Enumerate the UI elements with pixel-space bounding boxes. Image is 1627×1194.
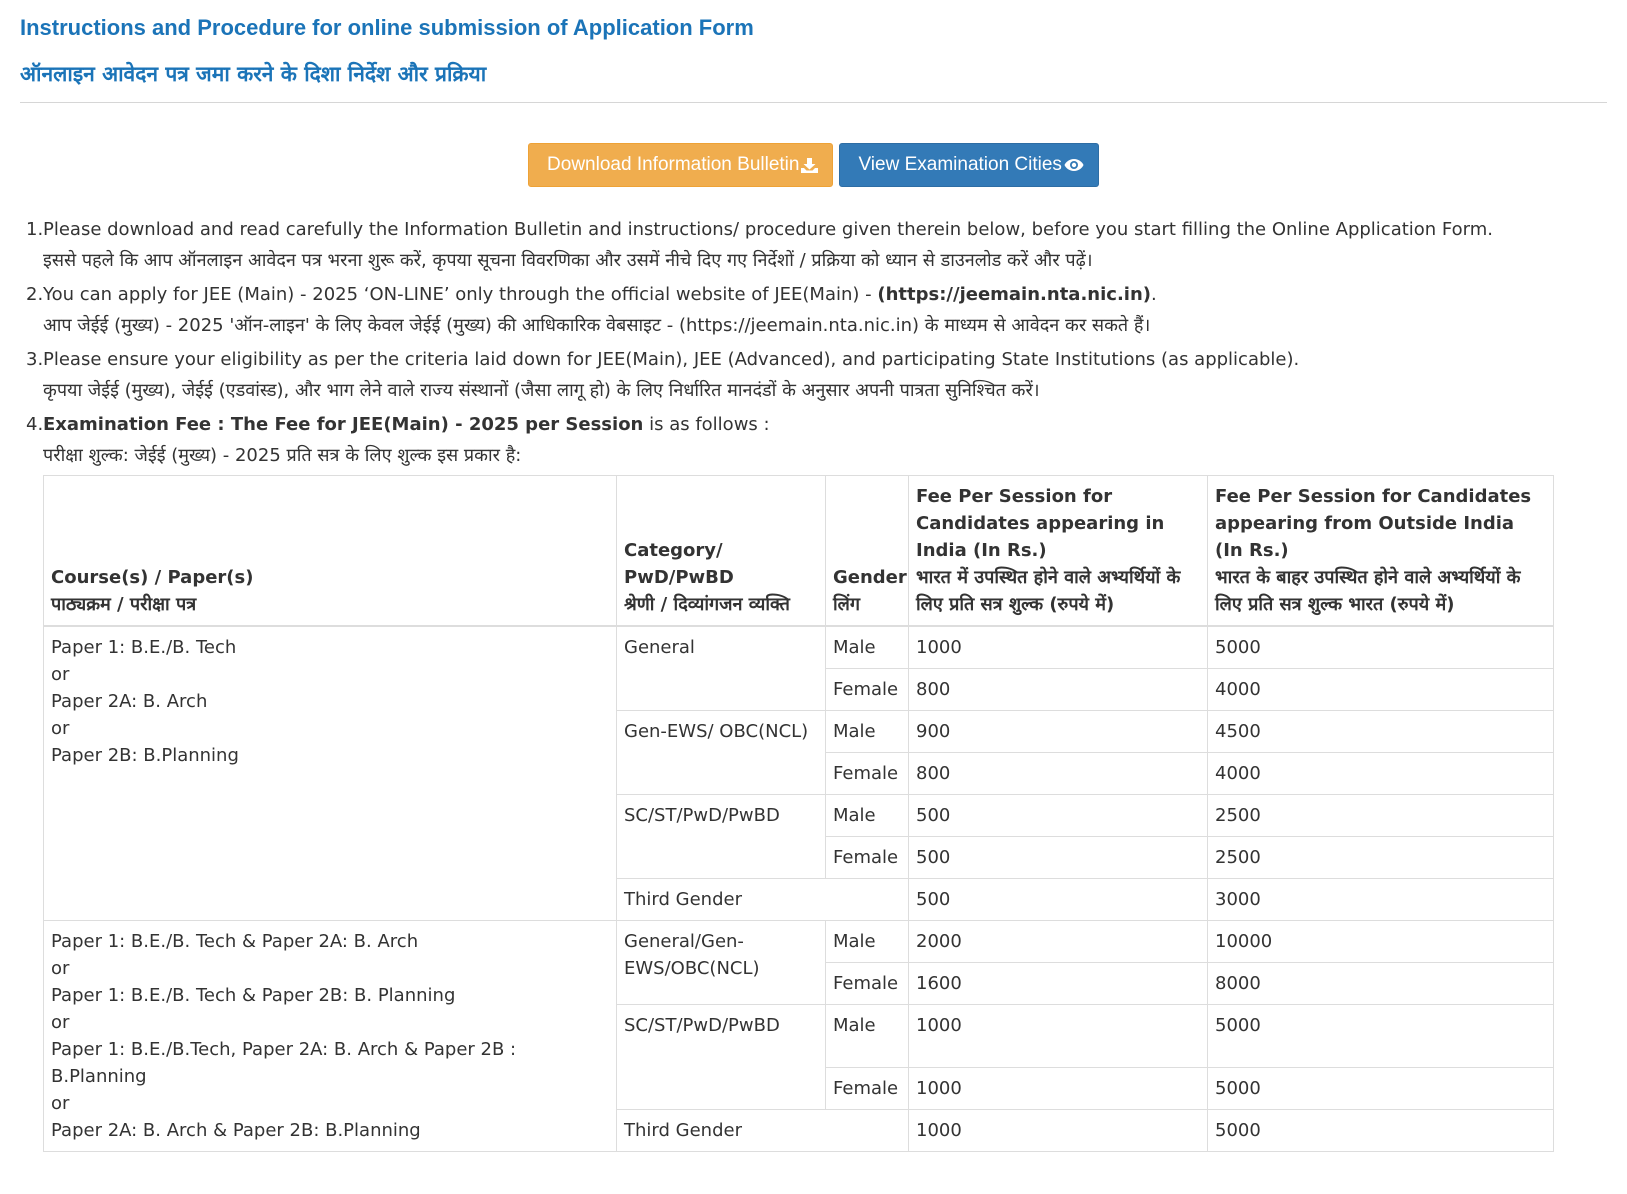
step-text-en: You can apply for JEE (Main) - 2025 ‘ON-LINE’ only through the official website of JEE(Main) - (https://jeemain.nta.nic.in). <box>43 284 1157 305</box>
gender-cell: Male <box>826 711 909 753</box>
fee-outside-cell: 10000 <box>1208 921 1554 963</box>
table-row <box>44 921 1554 963</box>
view-cities-label: View Examination Cities <box>858 154 1062 175</box>
gender-cell: Female <box>826 963 909 1005</box>
gender-cell: Male <box>826 626 909 669</box>
header-course: Course(s) / Paper(s) पाठ्यक्रम / परीक्षा पत्र <box>44 476 617 627</box>
step-text-hi: इससे पहले कि आप ऑनलाइन आवेदन पत्र भरना शुरू करें, कृपया सूचना विवरणिका और उसमें नीचे दिए गए निर्देशों / प्रक्रिया को ध्यान से डाउनलोड करें और पढ़ें। <box>43 250 1093 271</box>
course-cell: Paper 1: B.E./B. Tech or Paper 2A: B. Arch or Paper 2B: B.Planning <box>44 626 617 921</box>
header-fee-outside: Fee Per Session for Candidates appearing from Outside India (In Rs.) भारत के बाहर उपस्थित होने वाले अभ्यर्थियों के लिए प्रति सत्र शुल्क भारत (रुपये में) <box>1208 476 1554 627</box>
fee-outside-cell: 4000 <box>1208 753 1554 795</box>
step-text-en: Please ensure your eligibility as per the criteria laid down for JEE(Main), JEE (Advanced), and participating State Institutions (as applicable). <box>43 349 1300 370</box>
website-link: (https://jeemain.nta.nic.in) <box>877 284 1151 305</box>
title-divider <box>20 102 1607 103</box>
category-cell: SC/ST/PwD/PwBD <box>617 795 826 879</box>
table-header-row <box>44 476 1554 627</box>
gender-cell: Male <box>826 1005 909 1068</box>
download-bulletin-button[interactable] <box>528 143 833 187</box>
header-fee-india: Fee Per Session for Candidates appearing in India (In Rs.) भारत में उपस्थित होने वाले अभ्यर्थियों के लिए प्रति सत्र शुल्क (रुपये में) <box>909 476 1208 627</box>
view-cities-button[interactable] <box>839 143 1098 187</box>
step-text-hi: परीक्षा शुल्क: जेईई (मुख्य) - 2025 प्रति सत्र के लिए शुल्क इस प्रकार है: <box>43 445 522 466</box>
fee-india-cell: 500 <box>909 879 1208 921</box>
fee-outside-cell: 2500 <box>1208 837 1554 879</box>
category-cell: General/Gen-EWS/OBC(NCL) <box>617 921 826 1005</box>
header-category: Category/ PwD/PwBD श्रेणी / दिव्यांगजन व्यक्ति <box>617 476 826 627</box>
step-number: 3. <box>26 349 44 370</box>
gender-cell: Male <box>826 921 909 963</box>
fee-india-cell: 1000 <box>909 626 1208 669</box>
fee-india-cell: 500 <box>909 795 1208 837</box>
step-text-hi: आप जेईई (मुख्य) - 2025 'ऑन-लाइन' के लिए केवल जेईई (मुख्य) की आधिकारिक वेबसाइट - (https://jeemain.nta.nic.in) के माध्यम से आवेदन कर सकते हैं। <box>43 315 1151 336</box>
instruction-item <box>26 280 1607 341</box>
page-title: Instructions and Procedure for online submission of Application Form <box>20 15 754 40</box>
step-text-en: Please download and read carefully the Information Bulletin and instructions/ procedure given therein below, before you start filling the Online Application Form. <box>43 219 1493 240</box>
fee-outside-cell: 5000 <box>1208 1005 1554 1068</box>
step-number: 1. <box>26 219 44 240</box>
fee-india-cell: 1000 <box>909 1005 1208 1068</box>
instruction-item <box>26 410 1607 471</box>
fee-outside-cell: 4500 <box>1208 711 1554 753</box>
gender-cell: Female <box>826 669 909 711</box>
gender-cell: Male <box>826 795 909 837</box>
download-icon <box>801 158 818 173</box>
category-cell: General <box>617 626 826 711</box>
fee-india-cell: 2000 <box>909 921 1208 963</box>
category-cell: Third Gender <box>617 879 909 921</box>
gender-cell: Female <box>826 753 909 795</box>
fee-outside-cell: 5000 <box>1208 1068 1554 1110</box>
step-number: 4. <box>26 414 44 435</box>
fee-outside-cell: 3000 <box>1208 879 1554 921</box>
download-bulletin-label: Download Information Bulletin <box>547 154 800 175</box>
step-text-hi: कृपया जेईई (मुख्य), जेईई (एडवांस्ड), और भाग लेने वाले राज्य संस्थानों (जैसा लागू हो) के लिए निर्धारित मानदंडों के अनुसार अपनी पात्रता सुनिश्चित करें। <box>43 380 1040 401</box>
fee-outside-cell: 2500 <box>1208 795 1554 837</box>
step-number: 2. <box>26 284 44 305</box>
table-row <box>44 626 1554 669</box>
fee-outside-cell: 5000 <box>1208 1110 1554 1152</box>
fee-outside-cell: 8000 <box>1208 963 1554 1005</box>
category-cell: Third Gender <box>617 1110 909 1152</box>
fee-india-cell: 1000 <box>909 1110 1208 1152</box>
fee-table <box>43 475 1554 1152</box>
category-cell: Gen-EWS/ OBC(NCL) <box>617 711 826 795</box>
course-cell: Paper 1: B.E./B. Tech & Paper 2A: B. Arch or Paper 1: B.E./B. Tech & Paper 2B: B. Planning or Paper 1: B.E./B.Tech, Paper 2A: B. Arch & Paper 2B : B.Planning or Paper 2A: B. Arch & Paper 2B: B.Planning <box>44 921 617 1152</box>
eye-icon <box>1064 158 1084 172</box>
fee-india-cell: 900 <box>909 711 1208 753</box>
gender-cell: Female <box>826 837 909 879</box>
fee-india-cell: 1600 <box>909 963 1208 1005</box>
fee-india-cell: 800 <box>909 669 1208 711</box>
gender-cell: Female <box>826 1068 909 1110</box>
fee-outside-cell: 5000 <box>1208 626 1554 669</box>
category-cell: SC/ST/PwD/PwBD <box>617 1005 826 1110</box>
fee-india-cell: 500 <box>909 837 1208 879</box>
instruction-list <box>20 215 1607 471</box>
action-buttons <box>20 143 1607 187</box>
fee-india-cell: 800 <box>909 753 1208 795</box>
instruction-item <box>26 215 1607 276</box>
fee-india-cell: 1000 <box>909 1068 1208 1110</box>
fee-outside-cell: 4000 <box>1208 669 1554 711</box>
page-title-hindi: ऑनलाइन आवेदन पत्र जमा करने के दिशा निर्देश और प्रक्रिया <box>20 62 487 86</box>
step-text-en: Examination Fee : The Fee for JEE(Main) - 2025 per Session is as follows : <box>43 414 770 435</box>
header-gender: Gender लिंग <box>826 476 909 627</box>
instruction-item <box>26 345 1607 406</box>
